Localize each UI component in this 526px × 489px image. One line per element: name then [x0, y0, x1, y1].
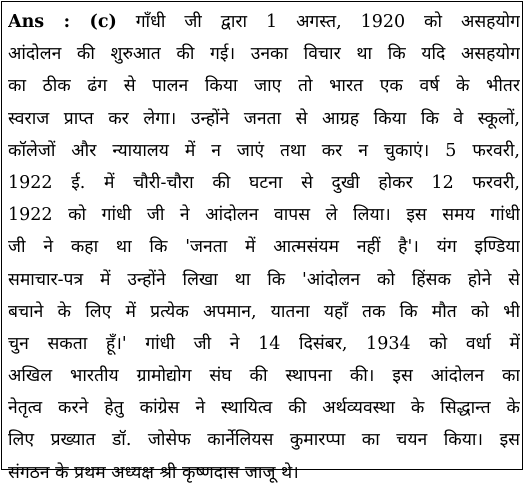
answer-line-14: लिए प्रख्यात डॉ. जोसेफ कार्नेलियस कुमारप्पा का चयन किया। इस: [8, 430, 520, 451]
answer-line-10: बचाने के लिए में प्रत्येक अपमान, यातना यहाँ तक कि मौत को भी: [8, 301, 520, 322]
answer-line-1-text: गाँधी जी द्वारा 1 अगस्त, 1920 को असहयोग: [135, 12, 520, 32]
answer-line-15: संगठन के प्रथम अध्यक्ष श्री कृष्णदास जाजू थे।: [8, 462, 299, 483]
answer-box: [1, 1, 523, 483]
answer-line-12: अखिल भारतीय ग्रामोद्योग संघ की स्थापना की। इस आंदोलन का: [8, 366, 520, 387]
answer-line-8: जी ने कहा था कि 'जनता में आत्मसंयम नहीं है'। यंग इण्डिया: [8, 237, 520, 258]
answer-line-9: समाचार-पत्र में उन्होंने लिखा था कि 'आंदोलन को हिंसक होने से: [8, 269, 520, 290]
answer-line-3: का ठीक ढंग से पालन किया जाए तो भारत एक वर्ष के भीतर: [8, 76, 520, 97]
answer-line-7: 1922 को गांधी जी ने आंदोलन वापस ले लिया। इस समय गांधी: [8, 205, 520, 226]
answer-label: Ans : (c): [8, 12, 117, 32]
answer-line-6: 1922 ई. में चौरी-चौरा की घटना से दुखी होकर 12 फरवरी,: [8, 172, 520, 193]
answer-line-2: आंदोलन की शुरुआत की गई। उनका विचार था कि यदि असहयोग: [8, 44, 520, 65]
answer-line-5: कॉलेजों और न्यायालय में न जाएं तथा कर न चुकाएं। 5 फरवरी,: [8, 140, 520, 161]
answer-line-11: चुन सकता हूँ।' गांधी जी ने 14 दिसंबर, 1934 को वर्धा में: [8, 333, 520, 354]
answer-text: [8, 6, 520, 489]
answer-line-4: स्वराज प्राप्त कर लेगा। उन्होंने जनता से आग्रह किया कि वे स्कूलों,: [8, 108, 520, 129]
answer-line-13: नेतृत्व करने हेतु कांग्रेस ने स्थायित्व की अर्थव्यवस्था के सिद्धान्त के: [8, 398, 520, 419]
answer-line-1: [8, 6, 520, 38]
